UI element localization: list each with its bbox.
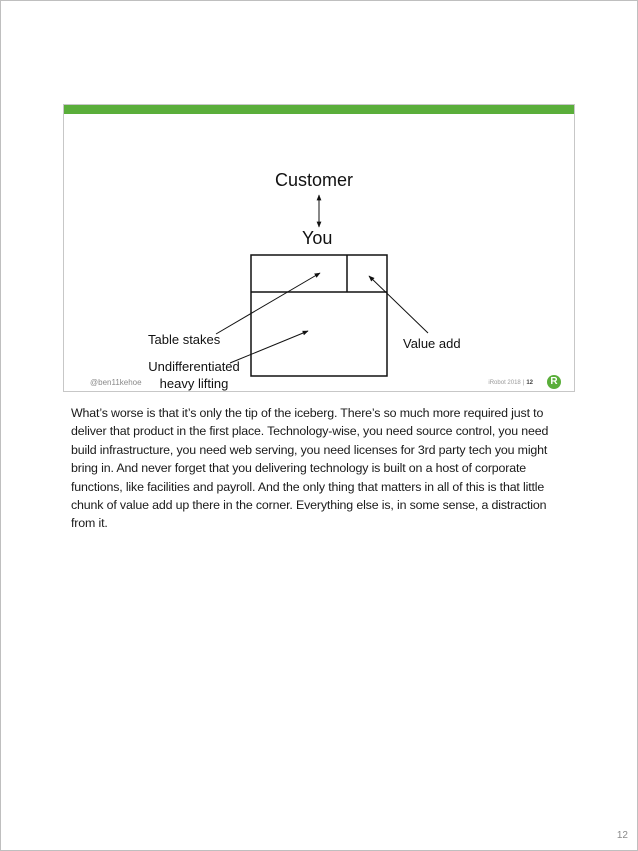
page-number: 12 [616,830,628,841]
undifferentiated-label: Undifferentiated heavy lifting [148,359,240,391]
event-name: iRobot 2018 [488,380,521,386]
irobot-logo-icon: R [547,375,561,389]
slide-number: 12 [526,380,533,386]
table-stakes-label: Table stakes [148,332,221,347]
value-add-pointer [369,276,428,333]
speaker-notes: What’s worse is that it’s only the tip of the iceberg. There’s so much more required just to deliver that product in the first place. Technology-wise, you need source control, you need build infrastructure, you need web serving, you need licenses for 3rd party tech you might bring in. And never forget that you delivering technology is built on a host of corporate functions, like facilities and payroll. And the only thing that matters in all of this is that little chunk of value add up there in the corner. Everything else is, in some sense, a distraction from it. [71,406,549,531]
footer-separator: | [522,380,525,386]
table-stakes-pointer [216,273,320,334]
footer-event [488,379,533,387]
twitter-handle: @ben11kehoe [90,378,142,387]
customer-label: Customer [275,170,354,190]
slide [63,104,575,392]
you-label: You [302,228,333,248]
value-add-label: Value add [403,336,461,351]
